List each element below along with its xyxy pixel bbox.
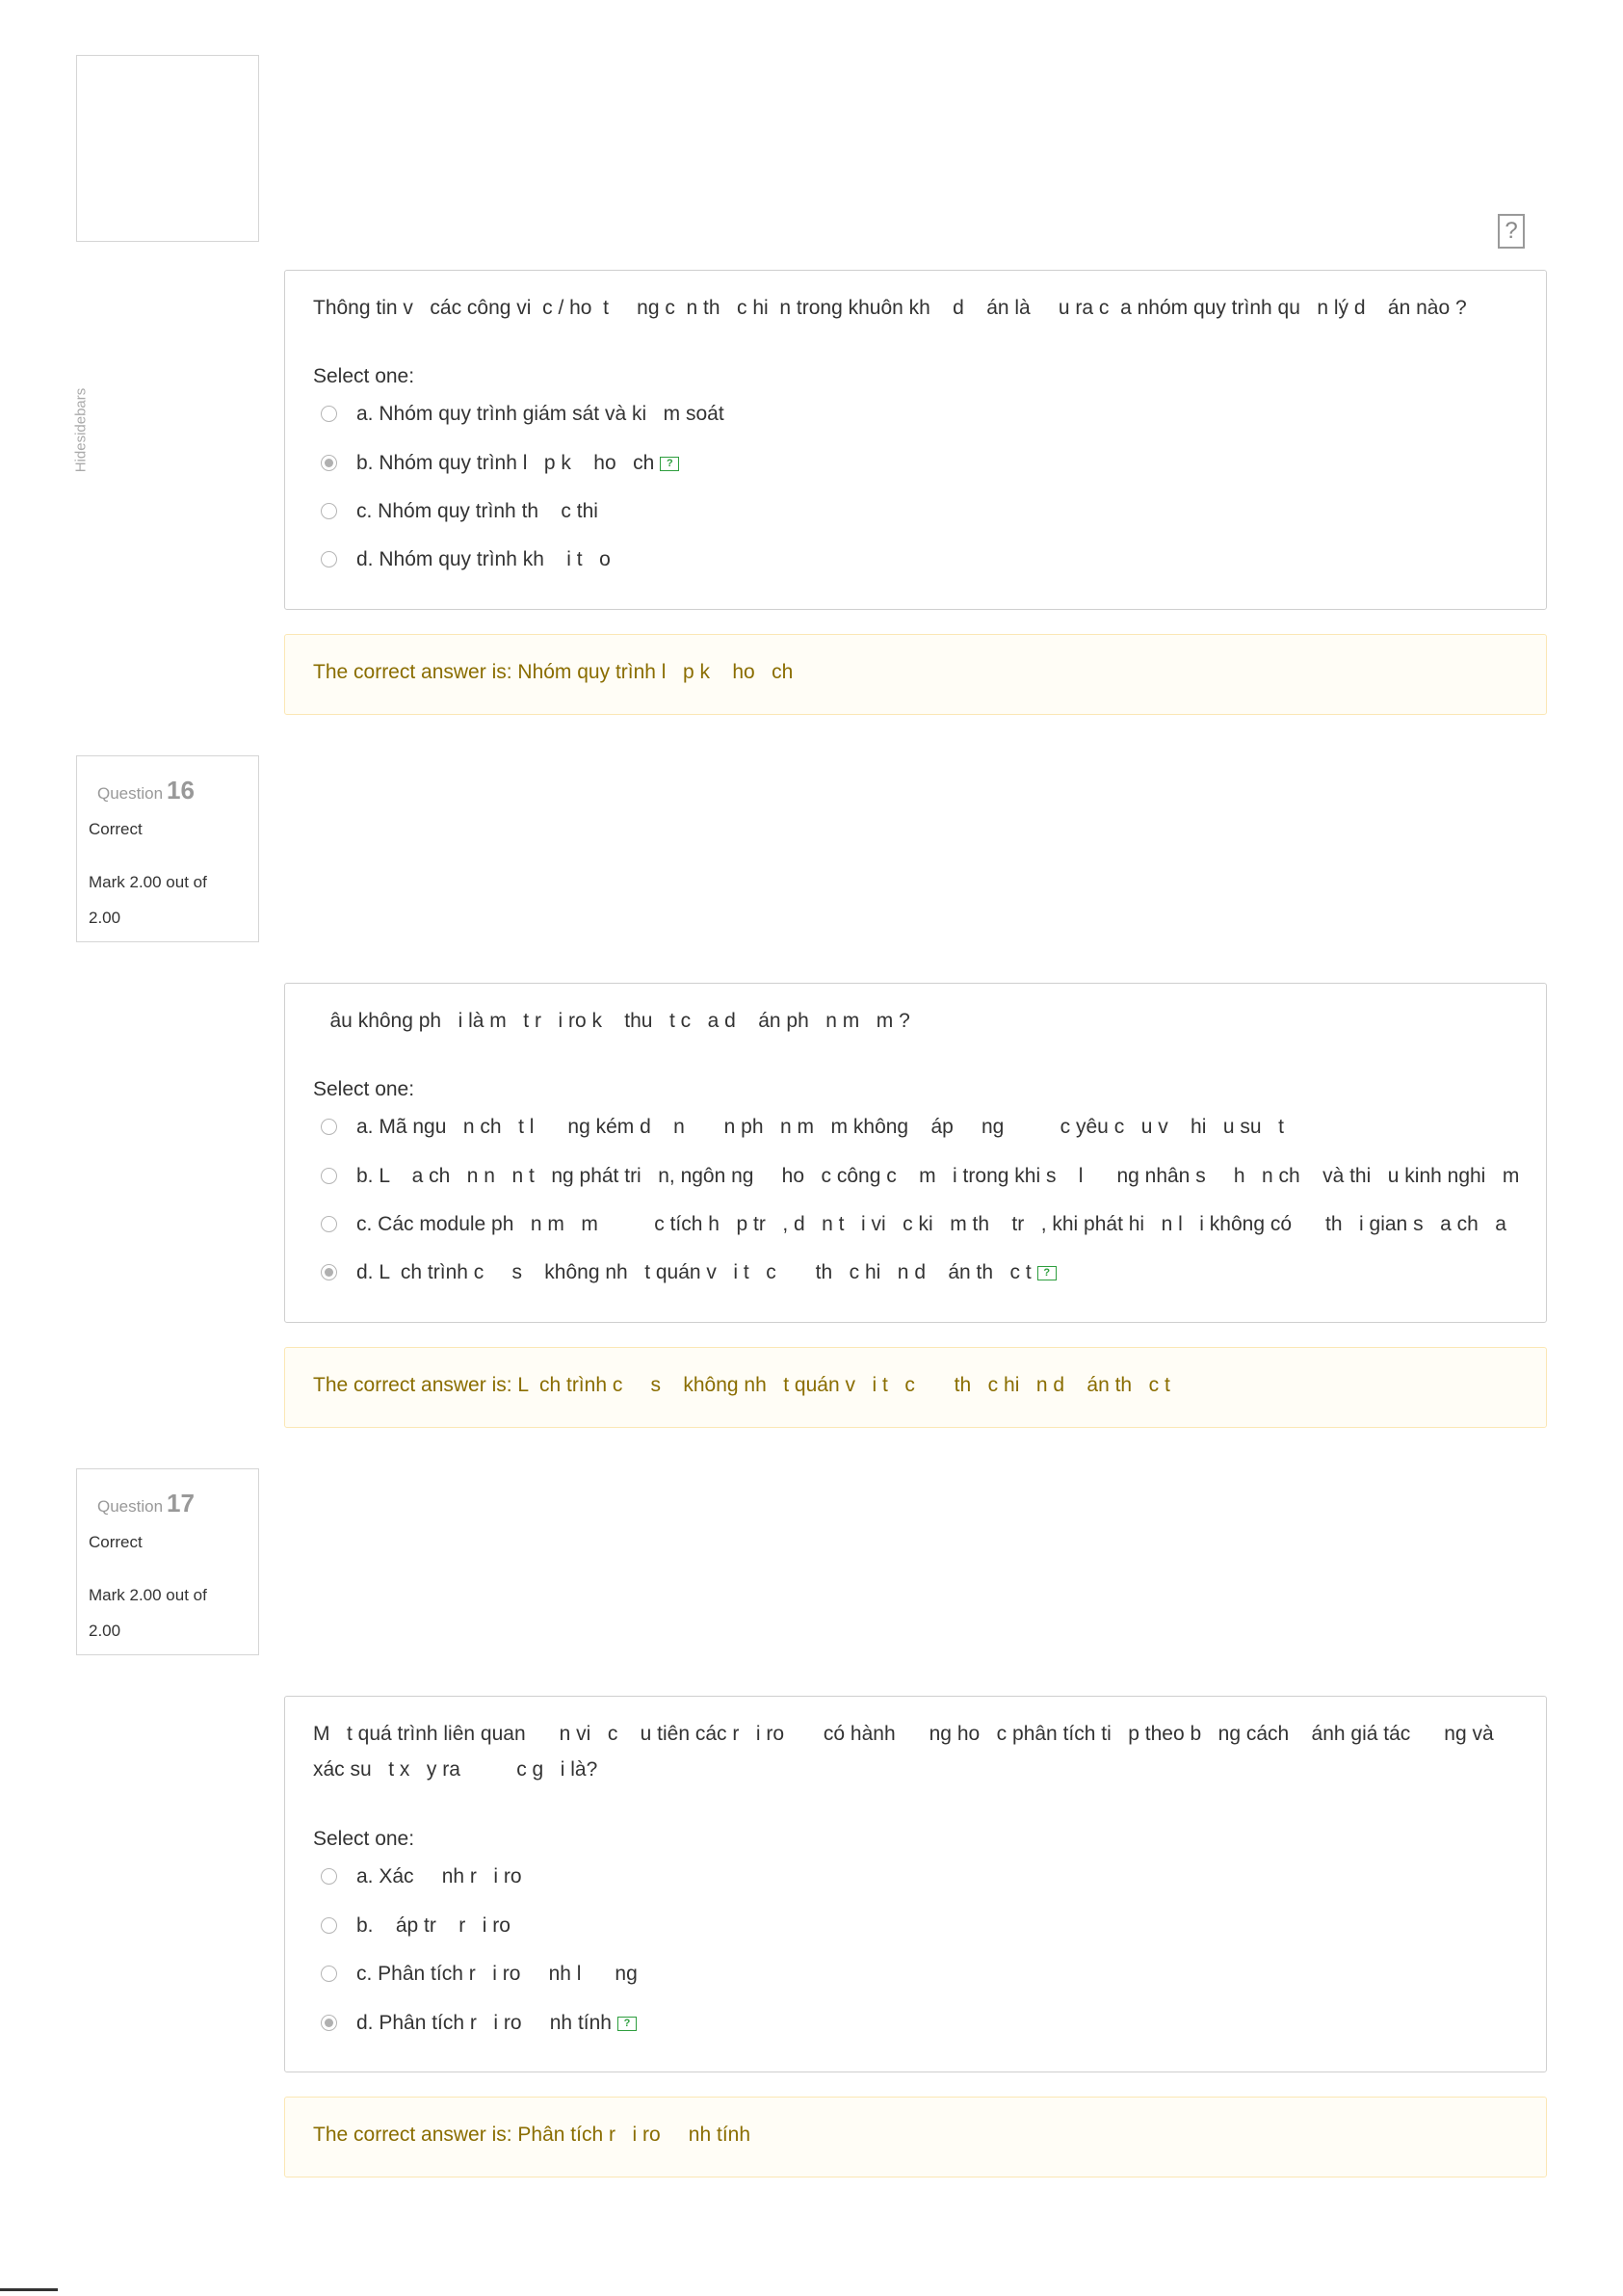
question-grade: Mark 2.00 out of 2.00 bbox=[89, 1586, 207, 1640]
answer-option-label: c. Các module ph n m m c tích h p tr , d n t i vi c ki m th tr , khi phát hi n l i không có th i gian s a ch a bbox=[356, 1213, 1506, 1235]
answer-option-label: d. Nhóm quy trình kh i t o bbox=[356, 548, 611, 570]
correct-check-icon: ? bbox=[617, 2017, 637, 2031]
question-info-box bbox=[76, 755, 259, 942]
correct-answer-text: The correct answer is: Nhóm quy trình l p k ho ch bbox=[313, 661, 794, 683]
radio-button[interactable] bbox=[321, 1168, 337, 1184]
answer-option-a[interactable] bbox=[321, 403, 724, 435]
radio-button-checked[interactable] bbox=[321, 1264, 337, 1280]
select-one-label: Select one: bbox=[313, 1078, 415, 1100]
hide-sidebars-toggle[interactable] bbox=[69, 385, 92, 482]
answer-option-b[interactable] bbox=[321, 1165, 1520, 1197]
divider bbox=[0, 2288, 58, 2291]
answer-option-label: a. Mã ngu n ch t l ng kém d n n ph n m m không áp ng c yêu c u v hi u su t bbox=[356, 1116, 1284, 1138]
answer-option-d[interactable] bbox=[321, 2012, 631, 2044]
question-box-17 bbox=[284, 1696, 1547, 2072]
radio-button-checked[interactable] bbox=[321, 2015, 337, 2031]
hide-sidebars-label: Hidesidebars bbox=[72, 387, 90, 473]
correct-answer-text: The correct answer is: Phân tích r i ro nh tính bbox=[313, 2124, 751, 2146]
select-one-label: Select one: bbox=[313, 1828, 415, 1850]
answer-option-label: a. Xác nh r i ro bbox=[356, 1865, 522, 1887]
select-one-label: Select one: bbox=[313, 365, 415, 387]
answer-option-label: b. L a ch n n n t ng phát tri n, ngôn ng ho c công c m i trong khi s l ng nhân s h n ch và thi u kinh nghi m bbox=[356, 1165, 1520, 1187]
correct-answer-feedback bbox=[284, 634, 1547, 715]
answer-option-b[interactable] bbox=[321, 452, 673, 484]
radio-button[interactable] bbox=[321, 406, 337, 422]
radio-button[interactable] bbox=[321, 1216, 337, 1232]
question-info-box bbox=[76, 1468, 259, 1655]
answer-option-label: c. Phân tích r i ro nh l ng bbox=[356, 1963, 638, 1985]
radio-button[interactable] bbox=[321, 503, 337, 519]
answer-option-label: a. Nhóm quy trình giám sát và ki m soát bbox=[356, 403, 724, 425]
question-state: Correct bbox=[89, 1533, 143, 1551]
question-state: Correct bbox=[89, 820, 143, 838]
answer-option-b[interactable] bbox=[321, 1914, 510, 1946]
answer-option-d[interactable] bbox=[321, 1261, 1051, 1293]
answer-option-label: b. Nhóm quy trình l p k ho ch ? bbox=[356, 452, 679, 475]
question-text: M t quá trình liên quan n vi c u tiên các r i ro có hành ng ho c phân tích ti p theo b ng cách ánh giá tác ng và xác su t x y ra c g i là? bbox=[313, 1723, 1494, 1781]
answer-option-d[interactable] bbox=[321, 548, 611, 580]
question-box-16 bbox=[284, 983, 1547, 1323]
answer-option-a[interactable] bbox=[321, 1116, 1284, 1148]
answer-option-label: b. áp tr r i ro bbox=[356, 1914, 510, 1937]
answer-option-c[interactable] bbox=[321, 1963, 638, 1994]
answer-option-label: c. Nhóm quy trình th c thi bbox=[356, 500, 598, 522]
answer-option-c[interactable] bbox=[321, 500, 598, 532]
answer-option-label: d. Phân tích r i ro nh tính ? bbox=[356, 2012, 637, 2035]
correct-answer-feedback bbox=[284, 2097, 1547, 2177]
radio-button[interactable] bbox=[321, 551, 337, 567]
correct-answer-feedback bbox=[284, 1347, 1547, 1428]
radio-button-checked[interactable] bbox=[321, 455, 337, 471]
broken-image-icon: ? bbox=[1498, 214, 1525, 249]
question-number-value: 16 bbox=[167, 776, 195, 805]
question-info-box-top bbox=[76, 55, 259, 242]
question-number bbox=[97, 1489, 195, 1518]
question-label: Question bbox=[97, 1497, 164, 1516]
question-grade: Mark 2.00 out of 2.00 bbox=[89, 873, 207, 927]
answer-option-a[interactable] bbox=[321, 1865, 522, 1897]
correct-check-icon: ? bbox=[1037, 1266, 1057, 1280]
question-number-value: 17 bbox=[167, 1489, 195, 1517]
question-text: Thông tin v các công vi c / ho t ng c n th c hi n trong khuôn kh d án là u ra c a nhóm quy trình qu n lý d án nào ? bbox=[313, 297, 1467, 319]
radio-button[interactable] bbox=[321, 1868, 337, 1885]
answer-option-c[interactable] bbox=[321, 1213, 1506, 1245]
radio-button[interactable] bbox=[321, 1119, 337, 1135]
question-number bbox=[97, 776, 195, 805]
radio-button[interactable] bbox=[321, 1966, 337, 1982]
radio-button[interactable] bbox=[321, 1917, 337, 1934]
question-box-1 bbox=[284, 270, 1547, 610]
question-text: âu không ph i là m t r i ro k thu t c a d án ph n m m ? bbox=[313, 1010, 910, 1032]
question-label: Question bbox=[97, 784, 164, 803]
correct-answer-text: The correct answer is: L ch trình c s không nh t quán v i t c th c hi n d án th c t bbox=[313, 1374, 1170, 1396]
answer-option-label: d. L ch trình c s không nh t quán v i t c th c hi n d án th c t ? bbox=[356, 1261, 1057, 1284]
correct-check-icon: ? bbox=[660, 457, 679, 471]
